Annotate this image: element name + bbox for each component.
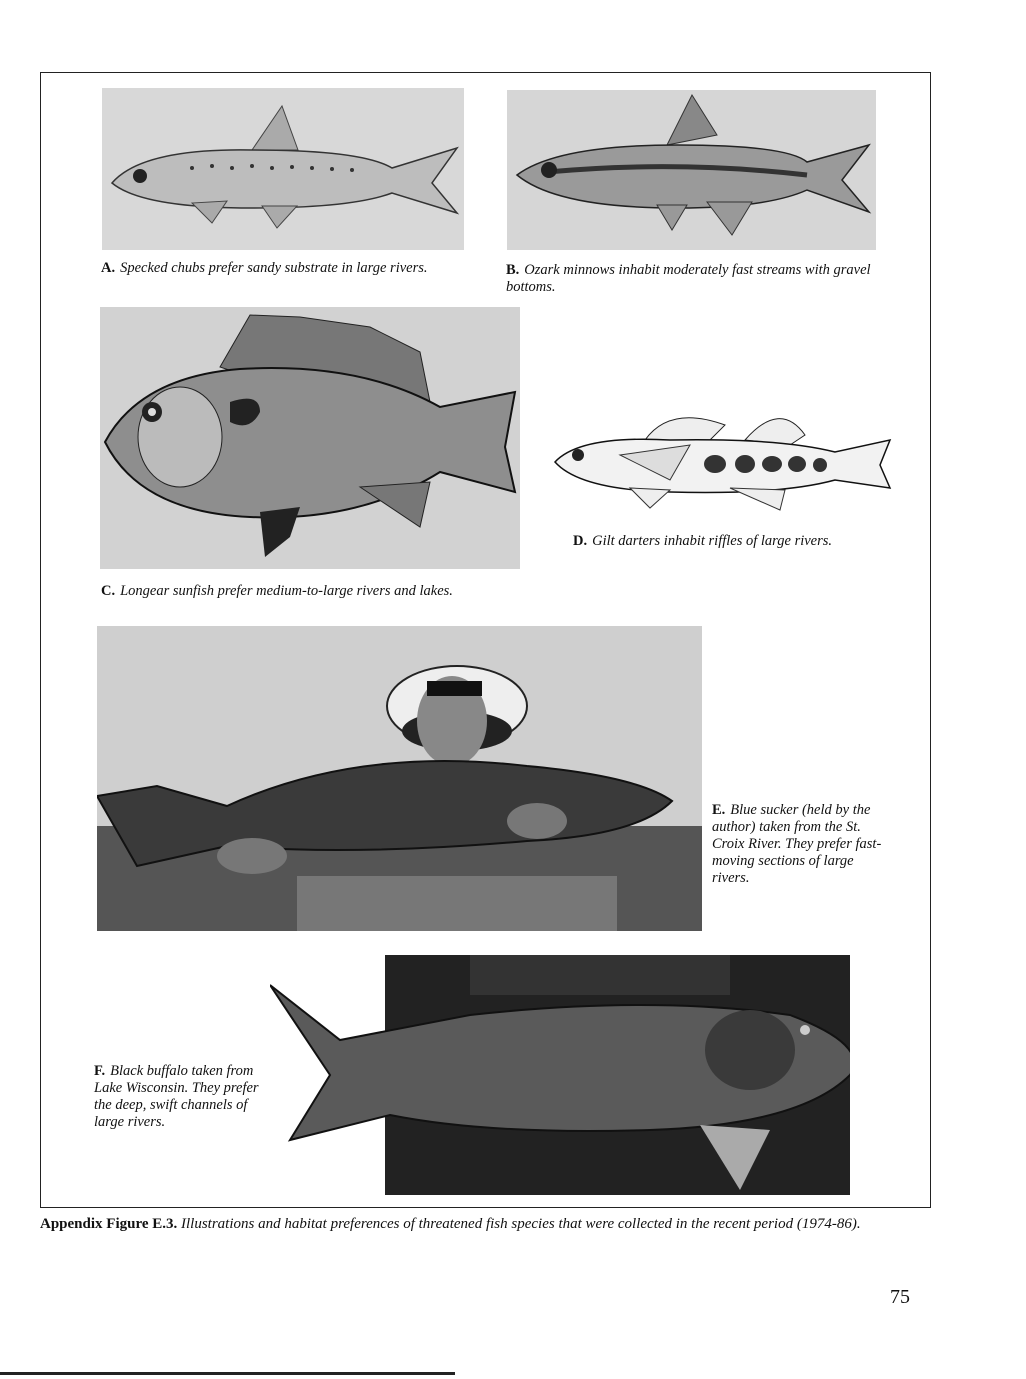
black-buffalo-photo bbox=[270, 955, 850, 1195]
figure-caption-text: Illustrations and habitat preferences of threatened fish species that were collected in the recent period (1974-86). bbox=[181, 1216, 861, 1232]
ozark-minnow-illustration bbox=[507, 90, 876, 250]
caption-b-text: Ozark minnows inhabit moderately fast streams with gravel bottoms. bbox=[506, 262, 871, 295]
caption-c bbox=[101, 583, 551, 600]
caption-a-text: Specked chubs prefer sandy substrate in large rivers. bbox=[120, 260, 428, 276]
bottom-rule bbox=[0, 1372, 455, 1375]
caption-f bbox=[94, 1063, 266, 1131]
caption-b bbox=[506, 262, 876, 296]
longear-sunfish-illustration bbox=[100, 307, 520, 569]
blue-sucker-photo bbox=[97, 626, 702, 931]
figure-caption-label: Appendix Figure E.3. bbox=[40, 1216, 178, 1232]
caption-d-label: D. bbox=[573, 533, 588, 549]
figure-caption bbox=[40, 1215, 920, 1233]
caption-c-text: Longear sunfish prefer medium-to-large rivers and lakes. bbox=[120, 583, 453, 599]
caption-d bbox=[573, 533, 893, 550]
caption-e-text: Blue sucker (held by the author) taken from the St. Croix River. They prefer fast-moving sections of large rivers. bbox=[712, 802, 882, 886]
caption-e bbox=[712, 802, 882, 887]
caption-f-text: Black buffalo taken from Lake Wisconsin. They prefer the deep, swift channels of large rivers. bbox=[94, 1063, 259, 1130]
caption-b-label: B. bbox=[506, 262, 520, 278]
caption-e-label: E. bbox=[712, 802, 726, 818]
gilt-darter-illustration bbox=[550, 400, 895, 518]
caption-f-label: F. bbox=[94, 1063, 106, 1079]
speckled-chub-illustration bbox=[102, 88, 464, 250]
caption-a-label: A. bbox=[101, 260, 116, 276]
caption-d-text: Gilt darters inhabit riffles of large rivers. bbox=[592, 533, 833, 549]
page-number: 75 bbox=[890, 1286, 910, 1308]
caption-c-label: C. bbox=[101, 583, 116, 599]
caption-a bbox=[101, 260, 471, 277]
